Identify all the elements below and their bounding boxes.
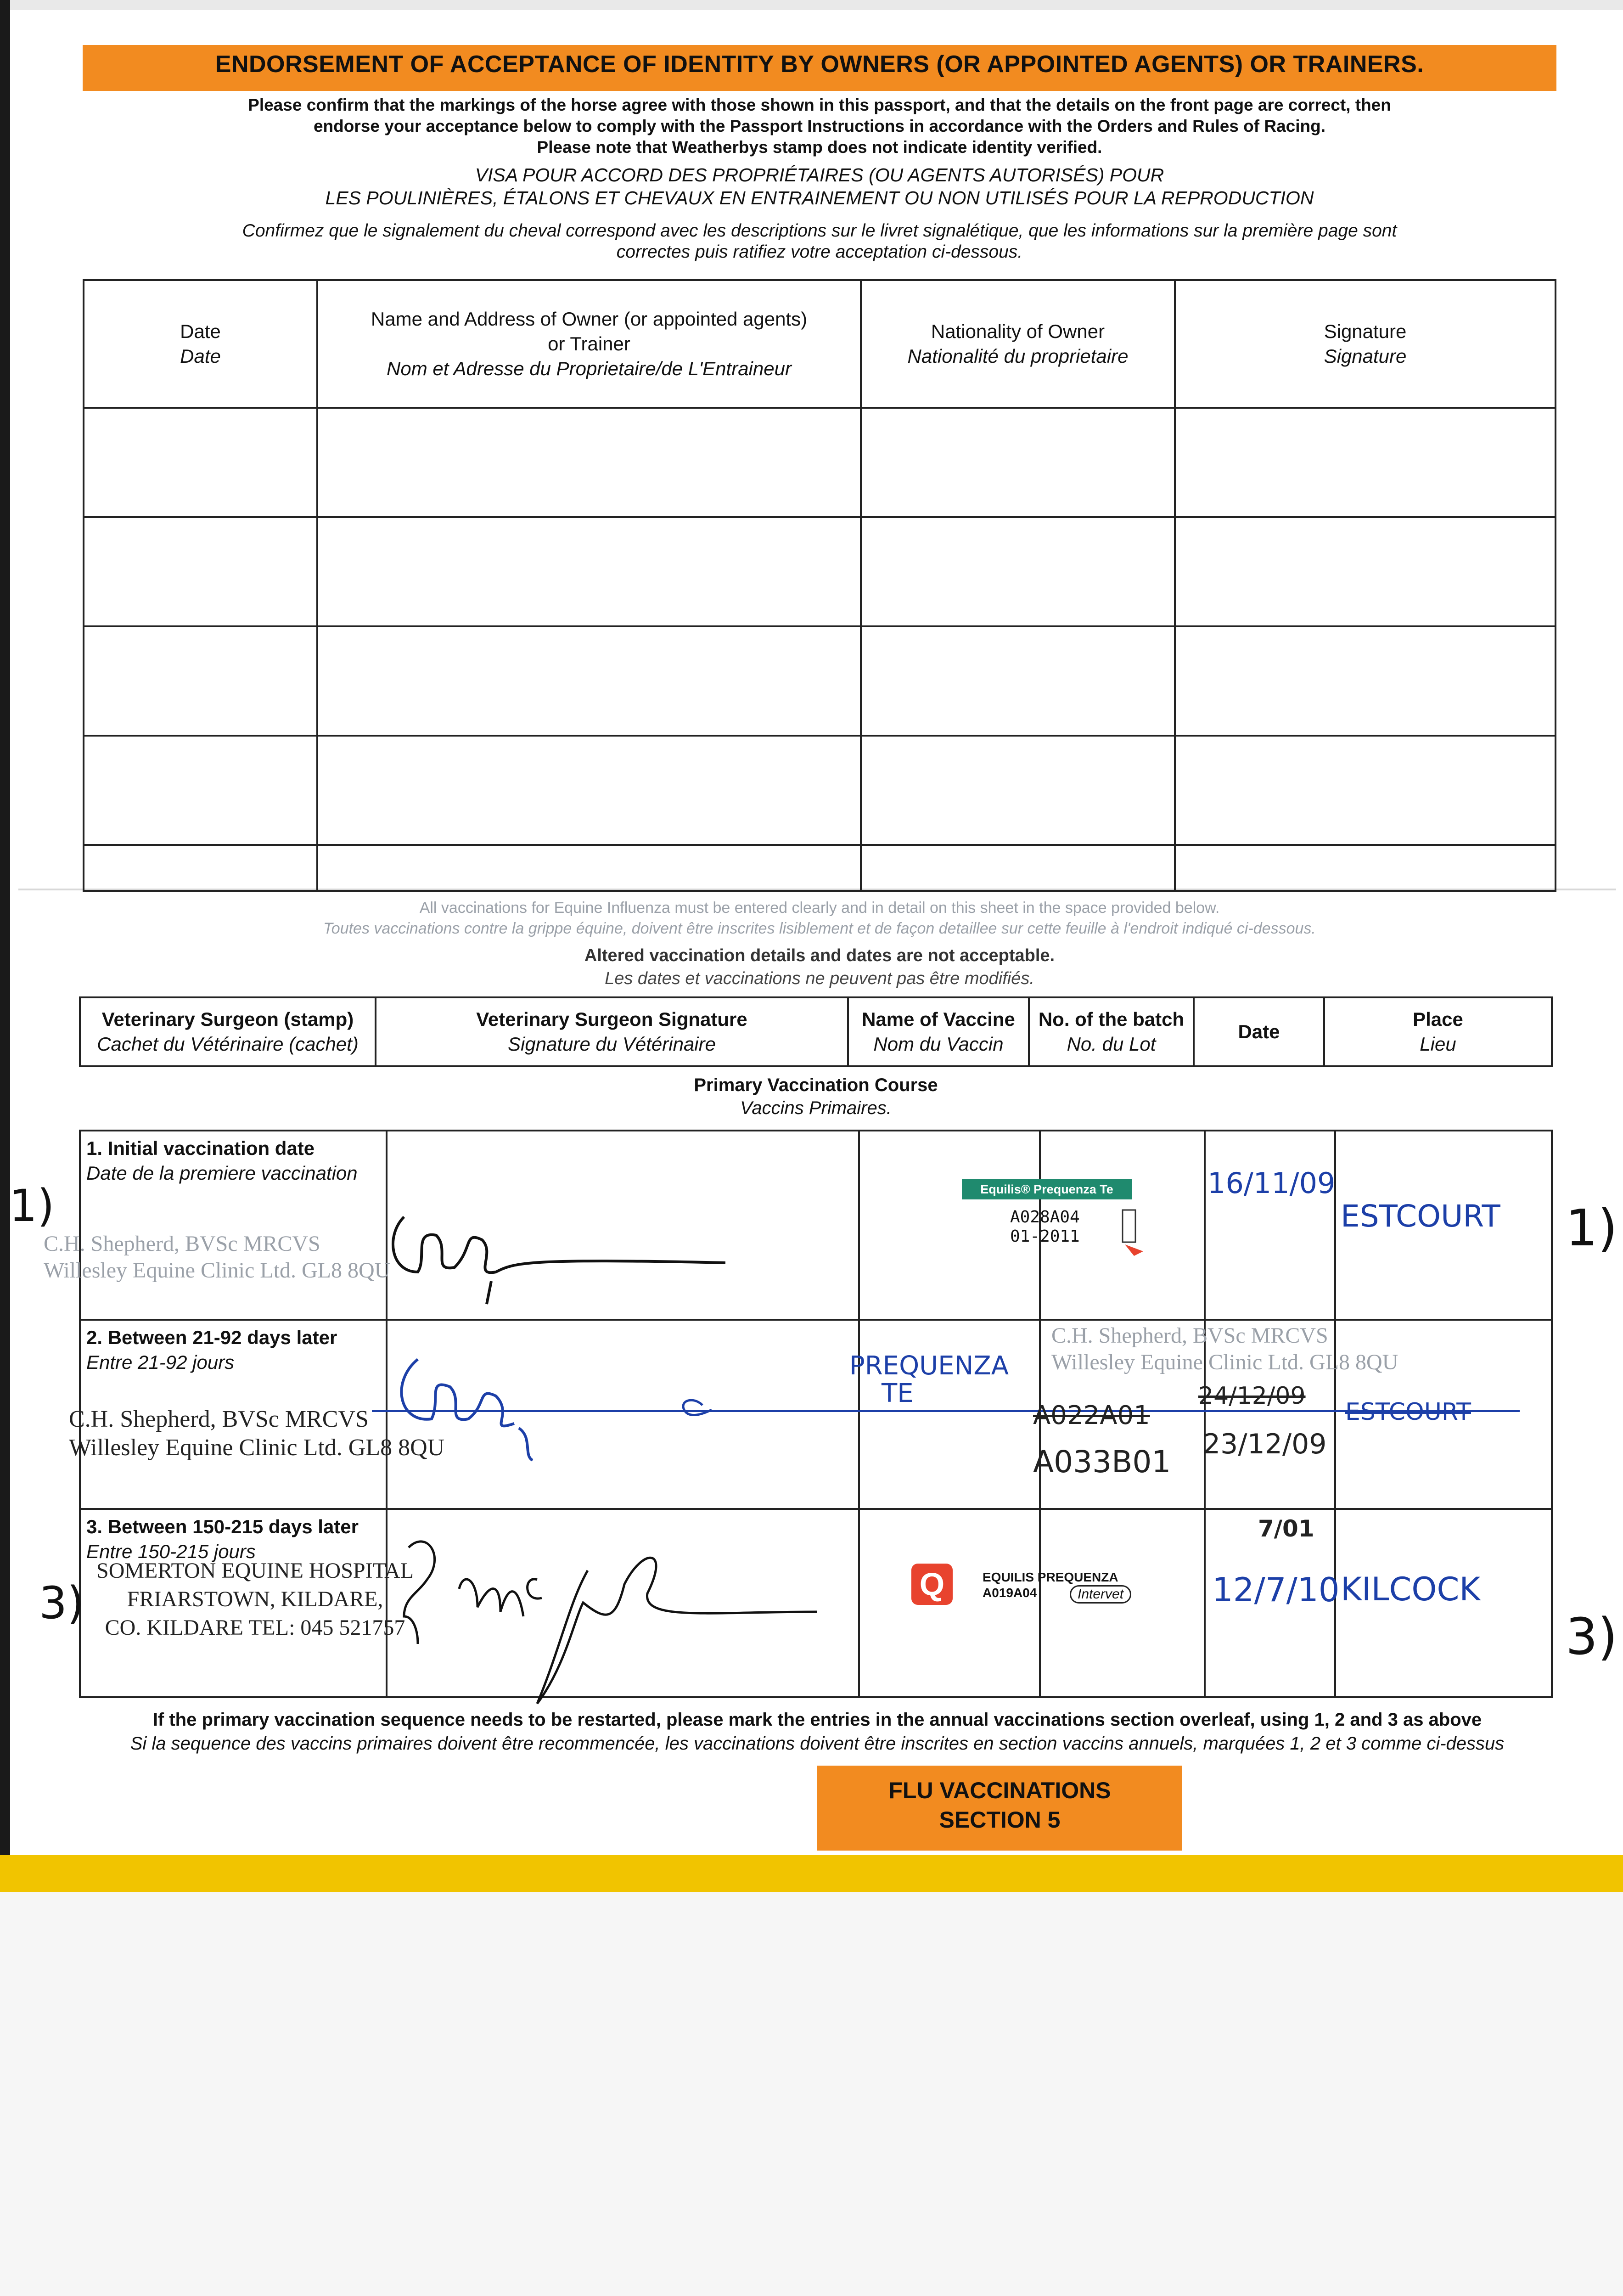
section-title: Primary Vaccination Course (694, 1075, 938, 1095)
row-1-vet-stamp (44, 1231, 390, 1284)
row-1-margin-right-mark: 1) (1566, 1199, 1617, 1257)
page-top-edge (0, 0, 1623, 10)
instructions-fr-line: correctes puis ratifiez votre acceptation ci-dessous. (616, 242, 1023, 262)
col-label: or Trainer (548, 333, 630, 355)
col-label-fr: Date (180, 345, 221, 367)
col-signature (1175, 280, 1556, 408)
instructions-en-line: endorse your acceptance below to comply with the Passport Instructions in accordance with the Orders and Rules of Racing. (313, 117, 1326, 135)
col-label-fr: Lieu (1420, 1033, 1456, 1055)
vaccine-line: TE (882, 1379, 914, 1408)
row-2-date-struck: 24/12/09 (1198, 1382, 1306, 1410)
vaccine-line: A019A04 (983, 1586, 1037, 1600)
stamp-line: Willesley Equine Clinic Ltd. GL8 8QU (69, 1435, 445, 1461)
row-1-stamp-cell[interactable] (80, 1131, 387, 1320)
stamp-line: C.H. Shepherd, BVSc MRCVS (69, 1406, 369, 1432)
col-place (1324, 997, 1552, 1066)
col-vet-signature (376, 997, 848, 1066)
row-2-vaccine (849, 1352, 1009, 1407)
col-label-fr: Nom et Adresse du Proprietaire/de L'Entraineur (387, 358, 792, 379)
owner-name-cell[interactable] (317, 626, 861, 736)
owner-date-cell[interactable] (84, 517, 317, 626)
row-1-date-cell[interactable] (1205, 1131, 1335, 1320)
restart-note: If the primary vaccination sequence needs to be restarted, please mark the entries in the annual vaccinations section overleaf, using 1, 2 and 3 as above (152, 1710, 1482, 1730)
owner-nationality-cell[interactable] (861, 517, 1175, 626)
row-1-date: 16/11/09 (1207, 1166, 1336, 1200)
altered-warning-fr: Les dates et vaccinations ne peuvent pas être modifiés. (605, 969, 1034, 988)
stamp-line: Willesley Equine Clinic Ltd. GL8 8QU (1051, 1350, 1398, 1374)
col-label: No. of the batch (1038, 1008, 1185, 1030)
row-3-date: 12/7/10 (1212, 1570, 1340, 1609)
intervet-logo: Intervet (1070, 1585, 1131, 1604)
restart-note-fr: Si la sequence des vaccins primaires doivent être recommencée, les vaccinations doivent être inscrites en section vaccins annuels, marquées 1, 2 et 3 comme ci-dessus (130, 1733, 1505, 1754)
vaccination-note-1: All vaccinations for Equine Influenza must be entered clearly and in detail on this sheet in the space provided below. (419, 899, 1220, 917)
col-nationality (861, 280, 1175, 408)
row-3-place: KILCOCK (1341, 1570, 1481, 1608)
row-label-fr: Date de la premiere vaccination (86, 1162, 358, 1184)
col-label: Nationality of Owner (931, 321, 1105, 342)
row-label: 3. Between 150-215 days later (86, 1516, 359, 1537)
q-logo-icon: Q (911, 1564, 953, 1605)
syringe-icon (1116, 1208, 1152, 1258)
owner-name-cell[interactable] (317, 845, 861, 891)
col-label: Veterinary Surgeon (stamp) (101, 1008, 354, 1030)
vaccine-table-header (79, 996, 1553, 1067)
row-3-date-note: 7/01 (1258, 1515, 1314, 1542)
owner-nationality-cell[interactable] (861, 626, 1175, 736)
row-2-batch: A033B01 (1033, 1444, 1171, 1480)
instructions-fr (83, 220, 1556, 263)
col-label: Signature (1324, 321, 1407, 342)
row-2-date: 23/12/09 (1203, 1428, 1327, 1460)
stamp-line: C.H. Shepherd, BVSc MRCVS (44, 1232, 320, 1256)
owner-signature-cell[interactable] (1175, 736, 1556, 845)
owner-signature-cell[interactable] (1175, 626, 1556, 736)
row-2-batch-struck: A022A01 (1033, 1401, 1150, 1430)
table-row (84, 626, 1556, 736)
vaccination-note-2: Toutes vaccinations contre la grippe équine, doivent être inscrites lisiblement et de façon detaillee sur cette feuille à l'endroit indiqué ci-dessous. (323, 920, 1316, 937)
page-left-edge (0, 0, 10, 1864)
row-2-signature (381, 1345, 758, 1483)
col-label: Name and Address of Owner (or appointed agents) (371, 308, 808, 330)
row-3-signature (386, 1529, 836, 1708)
table-row (84, 408, 1556, 517)
owner-nationality-cell[interactable] (861, 736, 1175, 845)
batch-line: A028A04 (1010, 1208, 1080, 1227)
stamp-line: SOMERTON EQUINE HOSPITAL (96, 1559, 414, 1583)
page-yellow-band (0, 1855, 1623, 1892)
col-label: Name of Vaccine (862, 1008, 1015, 1030)
title-fr-line: LES POULINIÈRES, ÉTALONS ET CHEVAUX EN ENTRAINEMENT OU NON UTILISÉS POUR LA REPRODUCTION (325, 187, 1314, 208)
col-date (84, 280, 317, 408)
row-label-fr: Entre 21-92 jours (86, 1351, 235, 1373)
row-label: 2. Between 21-92 days later (86, 1327, 337, 1348)
owner-date-cell[interactable] (84, 408, 317, 517)
stamp-line: FRIARSTOWN, KILDARE, (127, 1587, 383, 1611)
section-badge-line: SECTION 5 (939, 1807, 1061, 1833)
owner-date-cell[interactable] (84, 626, 317, 736)
col-label: Date (180, 321, 221, 342)
col-date (1194, 997, 1324, 1066)
row-3-margin-right-mark: 3) (1566, 1607, 1617, 1666)
title-fr-line: VISA POUR ACCORD DES PROPRIÉTAIRES (OU AGENTS AUTORISÉS) POUR (475, 164, 1164, 186)
stamp-line: C.H. Shepherd, BVSc MRCVS (1051, 1323, 1328, 1348)
row-3-margin-left-mark: 3) (39, 1577, 84, 1629)
section-badge (817, 1766, 1182, 1851)
vaccine-line: EQUILIS PREQUENZA (983, 1570, 1118, 1584)
owner-name-cell[interactable] (317, 517, 861, 626)
owner-signature-cell[interactable] (1175, 517, 1556, 626)
col-label: Veterinary Surgeon Signature (476, 1008, 747, 1030)
col-label: Place (1413, 1008, 1463, 1030)
col-label-fr: Cachet du Vétérinaire (cachet) (97, 1033, 359, 1055)
col-label-fr: Nationalité du proprietaire (907, 345, 1129, 367)
col-vet-stamp (80, 997, 376, 1066)
row-2-place-struck: ESTCOURT (1345, 1398, 1471, 1426)
row-1-batch (1010, 1208, 1080, 1246)
section-title-fr: Vaccins Primaires. (740, 1098, 892, 1118)
col-batch (1029, 997, 1194, 1066)
row-3-vet-stamp (96, 1557, 414, 1642)
owner-nationality-cell[interactable] (861, 408, 1175, 517)
batch-line: 01-2011 (1010, 1227, 1080, 1246)
section-badge-line: FLU VACCINATIONS (888, 1778, 1111, 1803)
col-label-fr: Nom du Vaccin (873, 1033, 1004, 1055)
stamp-line: CO. KILDARE TEL: 045 521757 (105, 1615, 405, 1640)
row-1-place: ESTCOURT (1341, 1199, 1500, 1234)
table-row (80, 1131, 1552, 1320)
owner-signature-cell[interactable] (1175, 408, 1556, 517)
table-row (84, 517, 1556, 626)
title-fr (83, 163, 1556, 209)
col-label-fr: Signature du Vétérinaire (508, 1033, 716, 1055)
altered-warning: Altered vaccination details and dates are not acceptable. (584, 946, 1055, 965)
page-lower-area (0, 1892, 1623, 2296)
owner-table (83, 279, 1556, 892)
instructions-fr-line: Confirmez que le signalement du cheval correspond avec les descriptions sur le livret signalétique, que les informations sur la première page sont (242, 221, 1397, 241)
instructions-en-line: Please confirm that the markings of the horse agree with those shown in this passport, and that the details on the front page are correct, then (248, 96, 1391, 114)
table-row (84, 845, 1556, 891)
owner-date-cell[interactable] (84, 736, 317, 845)
col-label-fr: Signature (1324, 345, 1407, 367)
owner-nationality-cell[interactable] (861, 845, 1175, 891)
row-label: 1. Initial vaccination date (86, 1137, 315, 1159)
row-1-margin-left-mark: 1) (9, 1180, 55, 1232)
owner-signature-cell[interactable] (1175, 845, 1556, 891)
col-label: Date (1238, 1021, 1280, 1042)
stamp-line: Willesley Equine Clinic Ltd. GL8 8QU (44, 1258, 391, 1283)
row-label-fr: Entre 150-215 jours (86, 1541, 256, 1562)
table-row (84, 736, 1556, 845)
row-1-signature (376, 1166, 725, 1313)
owner-name-cell[interactable] (317, 408, 861, 517)
row-1-vaccine-label: Equilis® Prequenza Te (962, 1179, 1132, 1199)
owner-name-cell[interactable] (317, 736, 861, 845)
row-2-second-stamp (1051, 1322, 1398, 1376)
row-2-vaccine-cell[interactable] (859, 1320, 1040, 1509)
page-title: ENDORSEMENT OF ACCEPTANCE OF IDENTITY BY OWNERS (OR APPOINTED AGENTS) OR TRAINERS. (215, 51, 1424, 78)
instructions-en-line: Please note that Weatherbys stamp does not indicate identity verified. (537, 138, 1102, 157)
col-vaccine-name (848, 997, 1029, 1066)
vaccine-line: PREQUENZA (849, 1351, 1009, 1381)
col-label-fr: No. du Lot (1067, 1033, 1156, 1055)
owner-date-cell[interactable] (84, 845, 317, 891)
col-owner-name (317, 280, 861, 408)
instructions-en (83, 95, 1556, 158)
